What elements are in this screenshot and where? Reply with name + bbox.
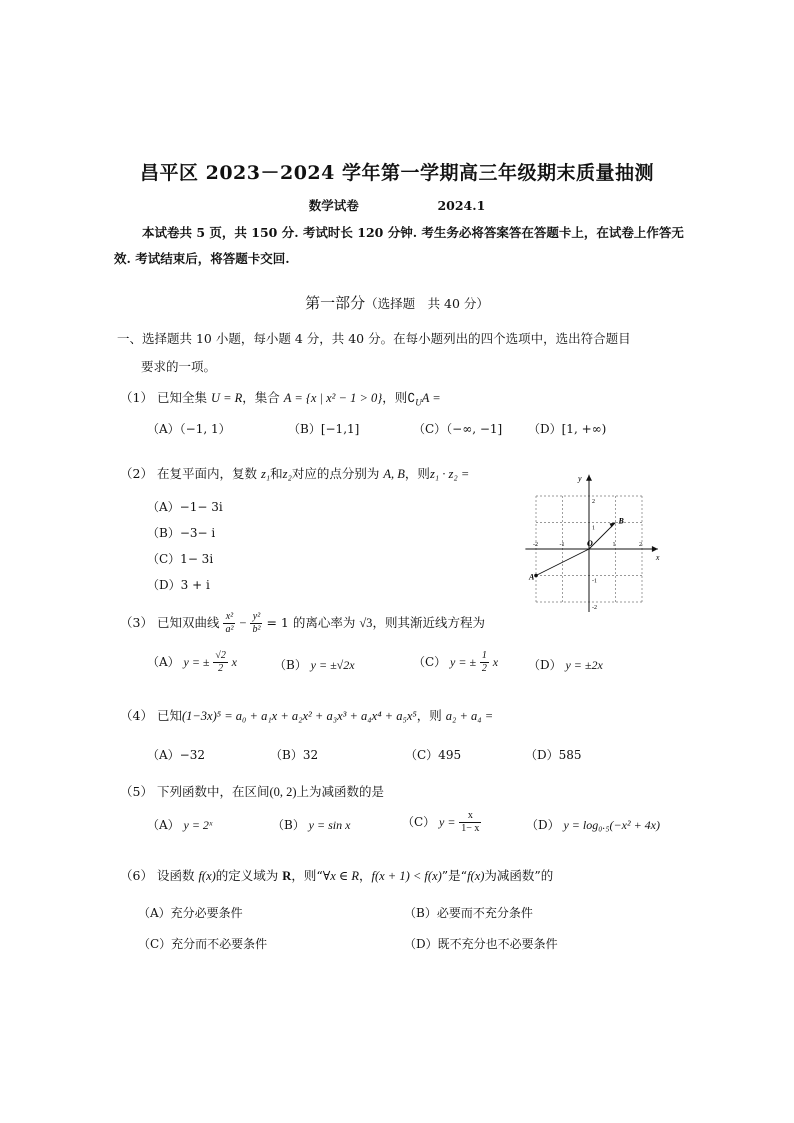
- stem-math: f(x): [467, 869, 485, 883]
- question-2-stem: [120, 464, 469, 482]
- q2-option-d: （D）3 + i: [147, 578, 210, 592]
- q6-option-a: （A）充分必要条件: [138, 906, 243, 920]
- question-6-stem: [120, 866, 553, 884]
- section-line-1: 一、选择题共 10 小题，每小题 4 分，共 40 分。在每小题列出的四个选项中，选出符合题目: [117, 331, 631, 346]
- stem-text: 已知全集: [156, 390, 207, 405]
- option-math: y = ±: [183, 655, 210, 669]
- stem-math: z₂: [282, 467, 292, 481]
- stem-text: 下列函数中，在区间: [156, 784, 270, 799]
- stem-math: ∀x ∈ R: [322, 869, 359, 883]
- point-A-label: A: [529, 572, 535, 582]
- point-B-arrow: [610, 523, 616, 528]
- question-1-stem: [120, 388, 441, 408]
- stem-text: 已知: [156, 708, 182, 723]
- fraction-sqrt2-2: [213, 650, 228, 675]
- q3-option-d: [528, 656, 603, 673]
- stem-text: 为减函数”的: [484, 868, 554, 883]
- stem-text: ，则“: [291, 868, 323, 883]
- x-tick-label: -1: [559, 542, 565, 548]
- stem-text: ，则: [382, 390, 408, 405]
- stem-text: ，则: [404, 466, 430, 481]
- option-label: （A）: [147, 818, 180, 832]
- stem-text: 上为减函数的是: [296, 784, 385, 799]
- q1-option-c: （C）（−∞, −1]: [413, 422, 503, 436]
- stem-text: 和: [270, 466, 283, 481]
- stem-math: √3: [359, 616, 373, 630]
- question-4-stem: [120, 706, 493, 724]
- exam-title: 昌平区 2023－2024 学年第一学期高三年级期末质量抽测: [140, 162, 654, 184]
- part-title: 第一部分: [305, 294, 366, 312]
- option-label: （A）: [147, 655, 180, 669]
- part-heading: [0, 292, 794, 313]
- exam-instructions: 本试卷共 5 页，共 150 分. 考试时长 120 分钟. 考生务必将答案答在答题卡上，在试卷上作答无效. 考试结束后，将答题卡交回.: [114, 225, 684, 266]
- figure-ticks: [533, 499, 642, 611]
- question-number: （2）: [120, 466, 153, 481]
- denominator: b²: [252, 624, 261, 635]
- option-math: y = ±2x: [565, 658, 603, 672]
- question-number: （3）: [120, 615, 153, 630]
- section-line-2: 要求的一项。: [141, 359, 217, 374]
- q1-option-a: （A）（−1, 1）: [147, 422, 231, 436]
- option-math: x: [231, 655, 237, 669]
- stem-text: ，则: [416, 708, 442, 723]
- y-tick-label: -2: [592, 605, 597, 611]
- option-label: （B）: [272, 818, 305, 832]
- numerator: y²: [250, 611, 262, 624]
- stem-math: R: [282, 869, 292, 883]
- question-number: （1）: [120, 390, 153, 405]
- stem-math: (0, 2): [269, 785, 297, 799]
- q1-option-d: （D）[1, +∞): [528, 422, 607, 436]
- stem-math: A, B: [383, 467, 405, 481]
- stem-text: ，集合: [242, 390, 280, 405]
- point-B-label: B: [618, 516, 624, 526]
- stem-math: (1−3x)⁵ = a₀ + a₁x + a₂x² + a₃x³ + a₄x⁴ + a₅x⁵: [181, 709, 417, 723]
- x-axis-label: x: [655, 553, 660, 562]
- question-5-stem: [120, 782, 384, 800]
- q6-option-d: （D）既不充分也不必要条件: [404, 937, 558, 951]
- q2-option-b: （B）−3− i: [147, 526, 216, 540]
- stem-math: z₁: [260, 467, 271, 481]
- stem-text: ，: [358, 868, 372, 883]
- minus-sign: −: [239, 616, 247, 630]
- denominator: 2: [218, 663, 224, 674]
- stem-math: A =: [421, 391, 441, 405]
- x-tick-label: -2: [533, 542, 538, 548]
- stem-math: U = R: [210, 391, 243, 405]
- question-3-stem: [120, 610, 485, 636]
- numerator: 1: [481, 650, 487, 661]
- q5-option-c: [402, 810, 481, 835]
- q2-option-a: （A）−1− 3i: [147, 500, 223, 514]
- question-number: （6）: [120, 868, 153, 883]
- option-math: y = 2ˣ: [183, 818, 213, 832]
- fraction-y2-b2: [250, 611, 262, 636]
- stem-text: 对应的点分别为: [291, 466, 380, 481]
- q4-option-a: （A）−32: [147, 748, 205, 762]
- stem-text: 设函数: [156, 868, 195, 883]
- option-label: （D）: [526, 818, 560, 832]
- origin-label: O: [587, 539, 593, 548]
- question-number: （4）: [120, 708, 153, 723]
- option-math: y = ±: [450, 655, 477, 669]
- y-axis-label: y: [578, 473, 582, 483]
- stem-text: = 1 的离心率为: [266, 615, 356, 630]
- fraction-x-1minusx: [459, 810, 481, 835]
- q5-option-a: [147, 816, 212, 833]
- q3-option-a: [147, 650, 237, 675]
- q4-option-b: （B）32: [270, 748, 319, 762]
- stem-text: 在复平面内，复数: [156, 466, 257, 481]
- option-label: （C）: [402, 815, 436, 829]
- q6-option-c: （C）充分而不必要条件: [138, 937, 268, 951]
- option-math: y =: [439, 815, 456, 829]
- exam-date: 2024.1: [437, 198, 486, 213]
- exam-subtitle: [0, 196, 794, 214]
- section-instructions: [117, 325, 687, 381]
- numerator: x: [459, 810, 481, 823]
- option-label: （D）: [528, 658, 562, 672]
- question-number: （5）: [120, 784, 153, 799]
- stem-math: z₁ · z₂ =: [429, 467, 470, 481]
- stem-text: ，则其渐近线方程为: [372, 615, 485, 630]
- complex-plane-figure: [515, 462, 665, 612]
- point-A: [534, 574, 538, 578]
- option-math: y = log₀.₅(−x² + 4x): [563, 818, 660, 832]
- complement-symbol: ∁: [407, 391, 416, 405]
- denominator: 2: [481, 663, 487, 674]
- stem-text: 已知双曲线: [156, 615, 220, 630]
- fraction-1-2: [480, 650, 489, 675]
- stem-math: f(x + 1) < f(x): [371, 869, 442, 883]
- y-tick-label: 1: [592, 525, 595, 532]
- q3-option-c: [413, 650, 498, 675]
- fraction-x2-a2: [223, 611, 235, 636]
- numerator: x²: [223, 611, 235, 624]
- option-math: y = sin x: [308, 818, 351, 832]
- q3-option-b: [274, 656, 355, 673]
- stem-math: f(x): [198, 869, 216, 883]
- option-label: （B）: [274, 658, 307, 672]
- q5-option-d: [526, 816, 660, 833]
- q4-option-c: （C）495: [405, 748, 462, 762]
- stem-text: 的定义域为: [215, 868, 279, 883]
- option-math: y = ±√2x: [310, 658, 355, 672]
- y-tick-label: -1: [592, 578, 597, 585]
- y-axis-arrow: [586, 475, 592, 481]
- x-tick-label: 2: [639, 542, 642, 548]
- option-math: x: [492, 655, 499, 669]
- part-note: （选择题 共 40 分）: [365, 296, 489, 311]
- q6-option-b: （B）必要而不充分条件: [404, 906, 533, 920]
- x-tick-label: 1: [612, 542, 616, 548]
- q2-option-c: （C）1− 3i: [147, 552, 214, 566]
- denominator: a²: [225, 624, 234, 635]
- subject-label: 数学试卷: [308, 198, 359, 213]
- stem-math: A = {x | x² − 1 > 0}: [283, 391, 383, 405]
- stem-math: U: [415, 397, 422, 408]
- q1-option-b: （B）[−1,1]: [288, 422, 360, 436]
- denominator: 1− x: [461, 823, 480, 834]
- numerator: √2: [215, 650, 226, 661]
- stem-text: ”是“: [441, 868, 468, 883]
- stem-math: a₂ + a₄ =: [445, 709, 494, 723]
- option-label: （C）: [413, 655, 447, 669]
- q5-option-b: [272, 816, 350, 833]
- y-tick-label: 2: [592, 499, 595, 505]
- q4-option-d: （D）585: [525, 748, 582, 762]
- x-axis-arrow: [652, 546, 658, 552]
